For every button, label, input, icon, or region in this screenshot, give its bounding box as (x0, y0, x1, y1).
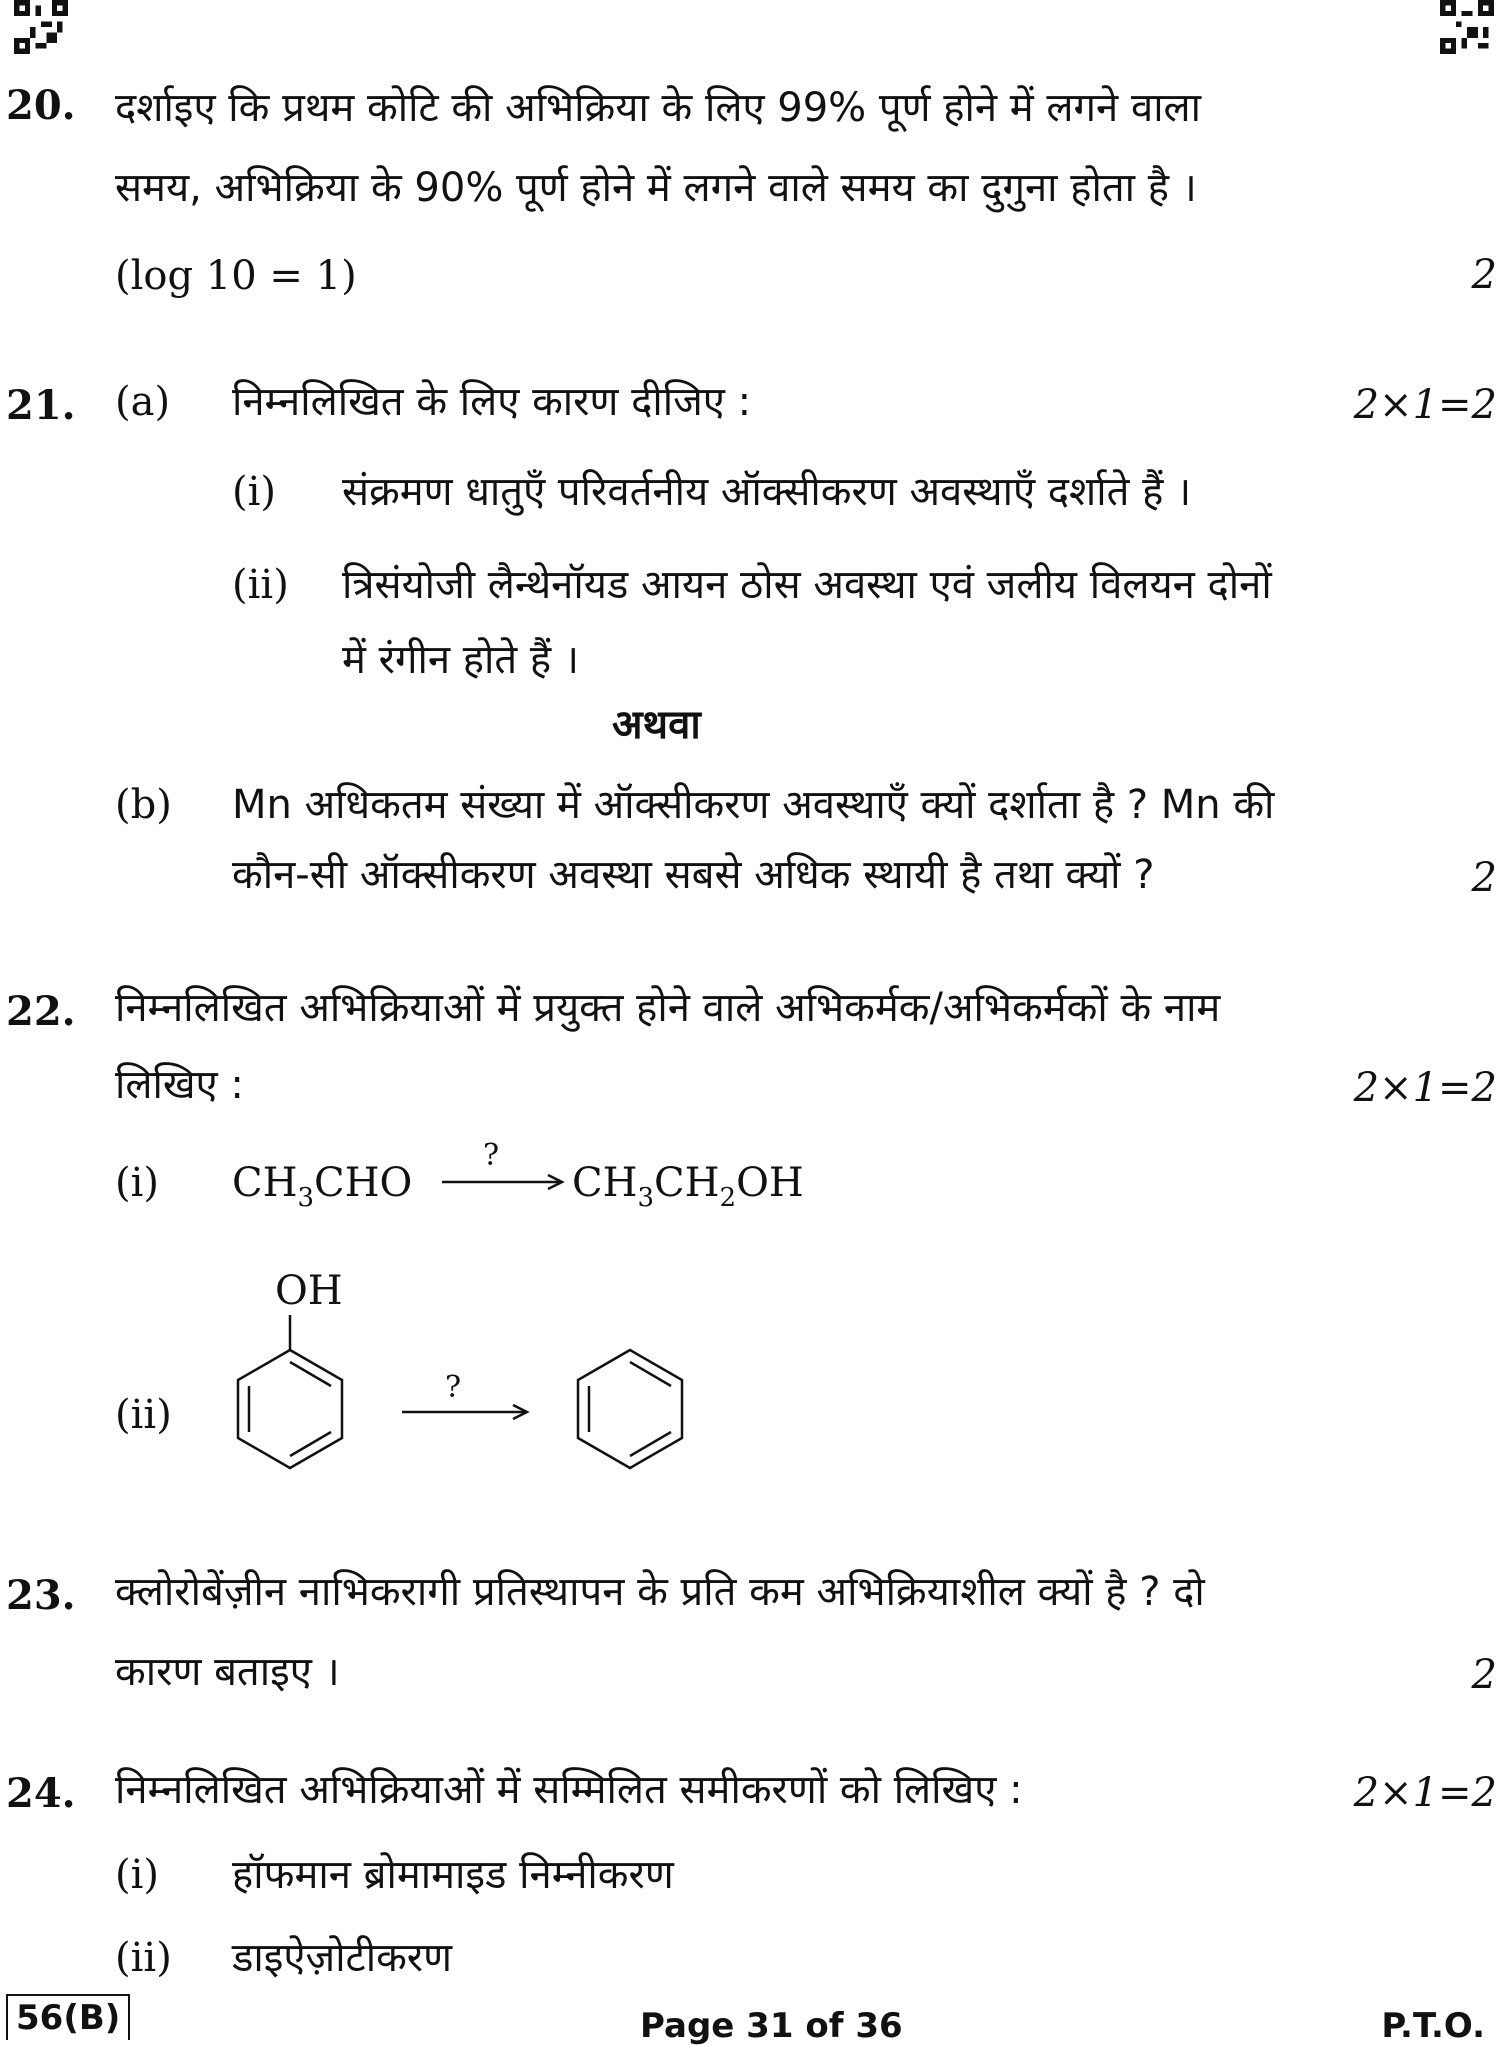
q21-i-text: संक्रमण धातुएँ परिवर्तनीय ऑक्सीकरण अवस्थाएँ दर्शाते हैं । (342, 469, 1192, 515)
q22-i-product: $CH_3CH_2OH$ (572, 1160, 804, 1213)
question-number-24: 24. (6, 1770, 76, 1817)
q21-ii-line-2: में रंगीन होते हैं । (342, 637, 580, 683)
qr-code-right (1440, 0, 1494, 54)
question-number-22: 22. (6, 988, 76, 1035)
q24-ii-text: डाइऐज़ोटीकरण (232, 1935, 453, 1981)
subscript: 3 (297, 1183, 315, 1213)
question-number-23: 23. (6, 1572, 76, 1619)
q24-marks: 2×1=2 (1353, 1770, 1497, 1816)
please-turn-over: P.T.O. (1381, 2006, 1485, 2046)
qr-code-left (14, 0, 68, 54)
question-number-21: 21. (6, 382, 76, 429)
oh-group-label: OH (275, 1268, 343, 1314)
q21-i-label: (i) (232, 469, 277, 515)
arrow-2-label: ? (445, 1370, 462, 1405)
q20-line-2: समय, अभिक्रिया के 90% पूर्ण होने में लगने वाले समय का दुगुना होता है । (115, 165, 1197, 211)
q21-b-label: (b) (115, 782, 172, 828)
question-number-20: 20. (6, 82, 76, 129)
reaction-arrow-2 (400, 1390, 535, 1430)
page-number: Page 31 of 36 (640, 2006, 903, 2046)
or-heading: अथवा (612, 702, 701, 748)
arrow-1-label: ? (483, 1138, 500, 1173)
q22-i-label: (i) (115, 1160, 160, 1206)
phenol-structure (225, 1310, 355, 1480)
q24-i-label: (i) (115, 1852, 160, 1898)
q22-ii-label: (ii) (115, 1392, 172, 1438)
q22-marks: 2×1=2 (1353, 1065, 1497, 1111)
q24-ii-label: (ii) (115, 1935, 172, 1981)
q21-a-text: निम्नलिखित के लिए कारण दीजिए : (232, 379, 752, 425)
paper-code: 56(B) (6, 1994, 130, 2040)
q21-b-marks: 2 (1471, 855, 1497, 901)
q21-ii-line-1: त्रिसंयोजी लैन्थेनॉयड आयन ठोस अवस्था एवं जलीय विलयन दोनों (342, 562, 1272, 608)
q24-i-text: हॉफमान ब्रोमामाइड निम्नीकरण (232, 1852, 674, 1898)
q22-line-1: निम्नलिखित अभिक्रियाओं में प्रयुक्त होने वाले अभिकर्मक/अभिकर्मकों के नाम (115, 985, 1221, 1031)
q22-line-2: लिखिए : (115, 1062, 244, 1108)
q23-marks: 2 (1471, 1652, 1497, 1698)
reaction-arrow-1 (440, 1140, 570, 1195)
q22-i-equation: $CH_3CHO$ (232, 1160, 413, 1213)
q23-line-2: कारण बताइए । (115, 1649, 340, 1695)
q20-marks: 2 (1471, 252, 1497, 298)
benzene-structure (565, 1345, 695, 1480)
q21-b-line-2: कौन-सी ऑक्सीकरण अवस्था सबसे अधिक स्थायी है तथा क्यों ? (232, 852, 1155, 898)
q20-line-3: (log 10 = 1) (115, 253, 357, 299)
q21-a-label: (a) (115, 379, 171, 425)
q20-line-1: दर्शाइए कि प्रथम कोटि की अभिक्रिया के लिए 99% पूर्ण होने में लगने वाला (115, 85, 1202, 131)
q21-ii-label: (ii) (232, 562, 289, 608)
q21-b-line-1: Mn अधिकतम संख्या में ऑक्सीकरण अवस्थाएँ क्यों दर्शाता है ? Mn की (232, 782, 1275, 828)
q24-line-1: निम्नलिखित अभिक्रियाओं में सम्मिलित समीकरणों को लिखिए : (115, 1767, 1023, 1813)
q21-a-marks: 2×1=2 (1353, 382, 1497, 428)
q23-line-1: क्लोरोबेंज़ीन नाभिकरागी प्रतिस्थापन के प्रति कम अभिक्रियाशील क्यों है ? दो (115, 1569, 1205, 1615)
